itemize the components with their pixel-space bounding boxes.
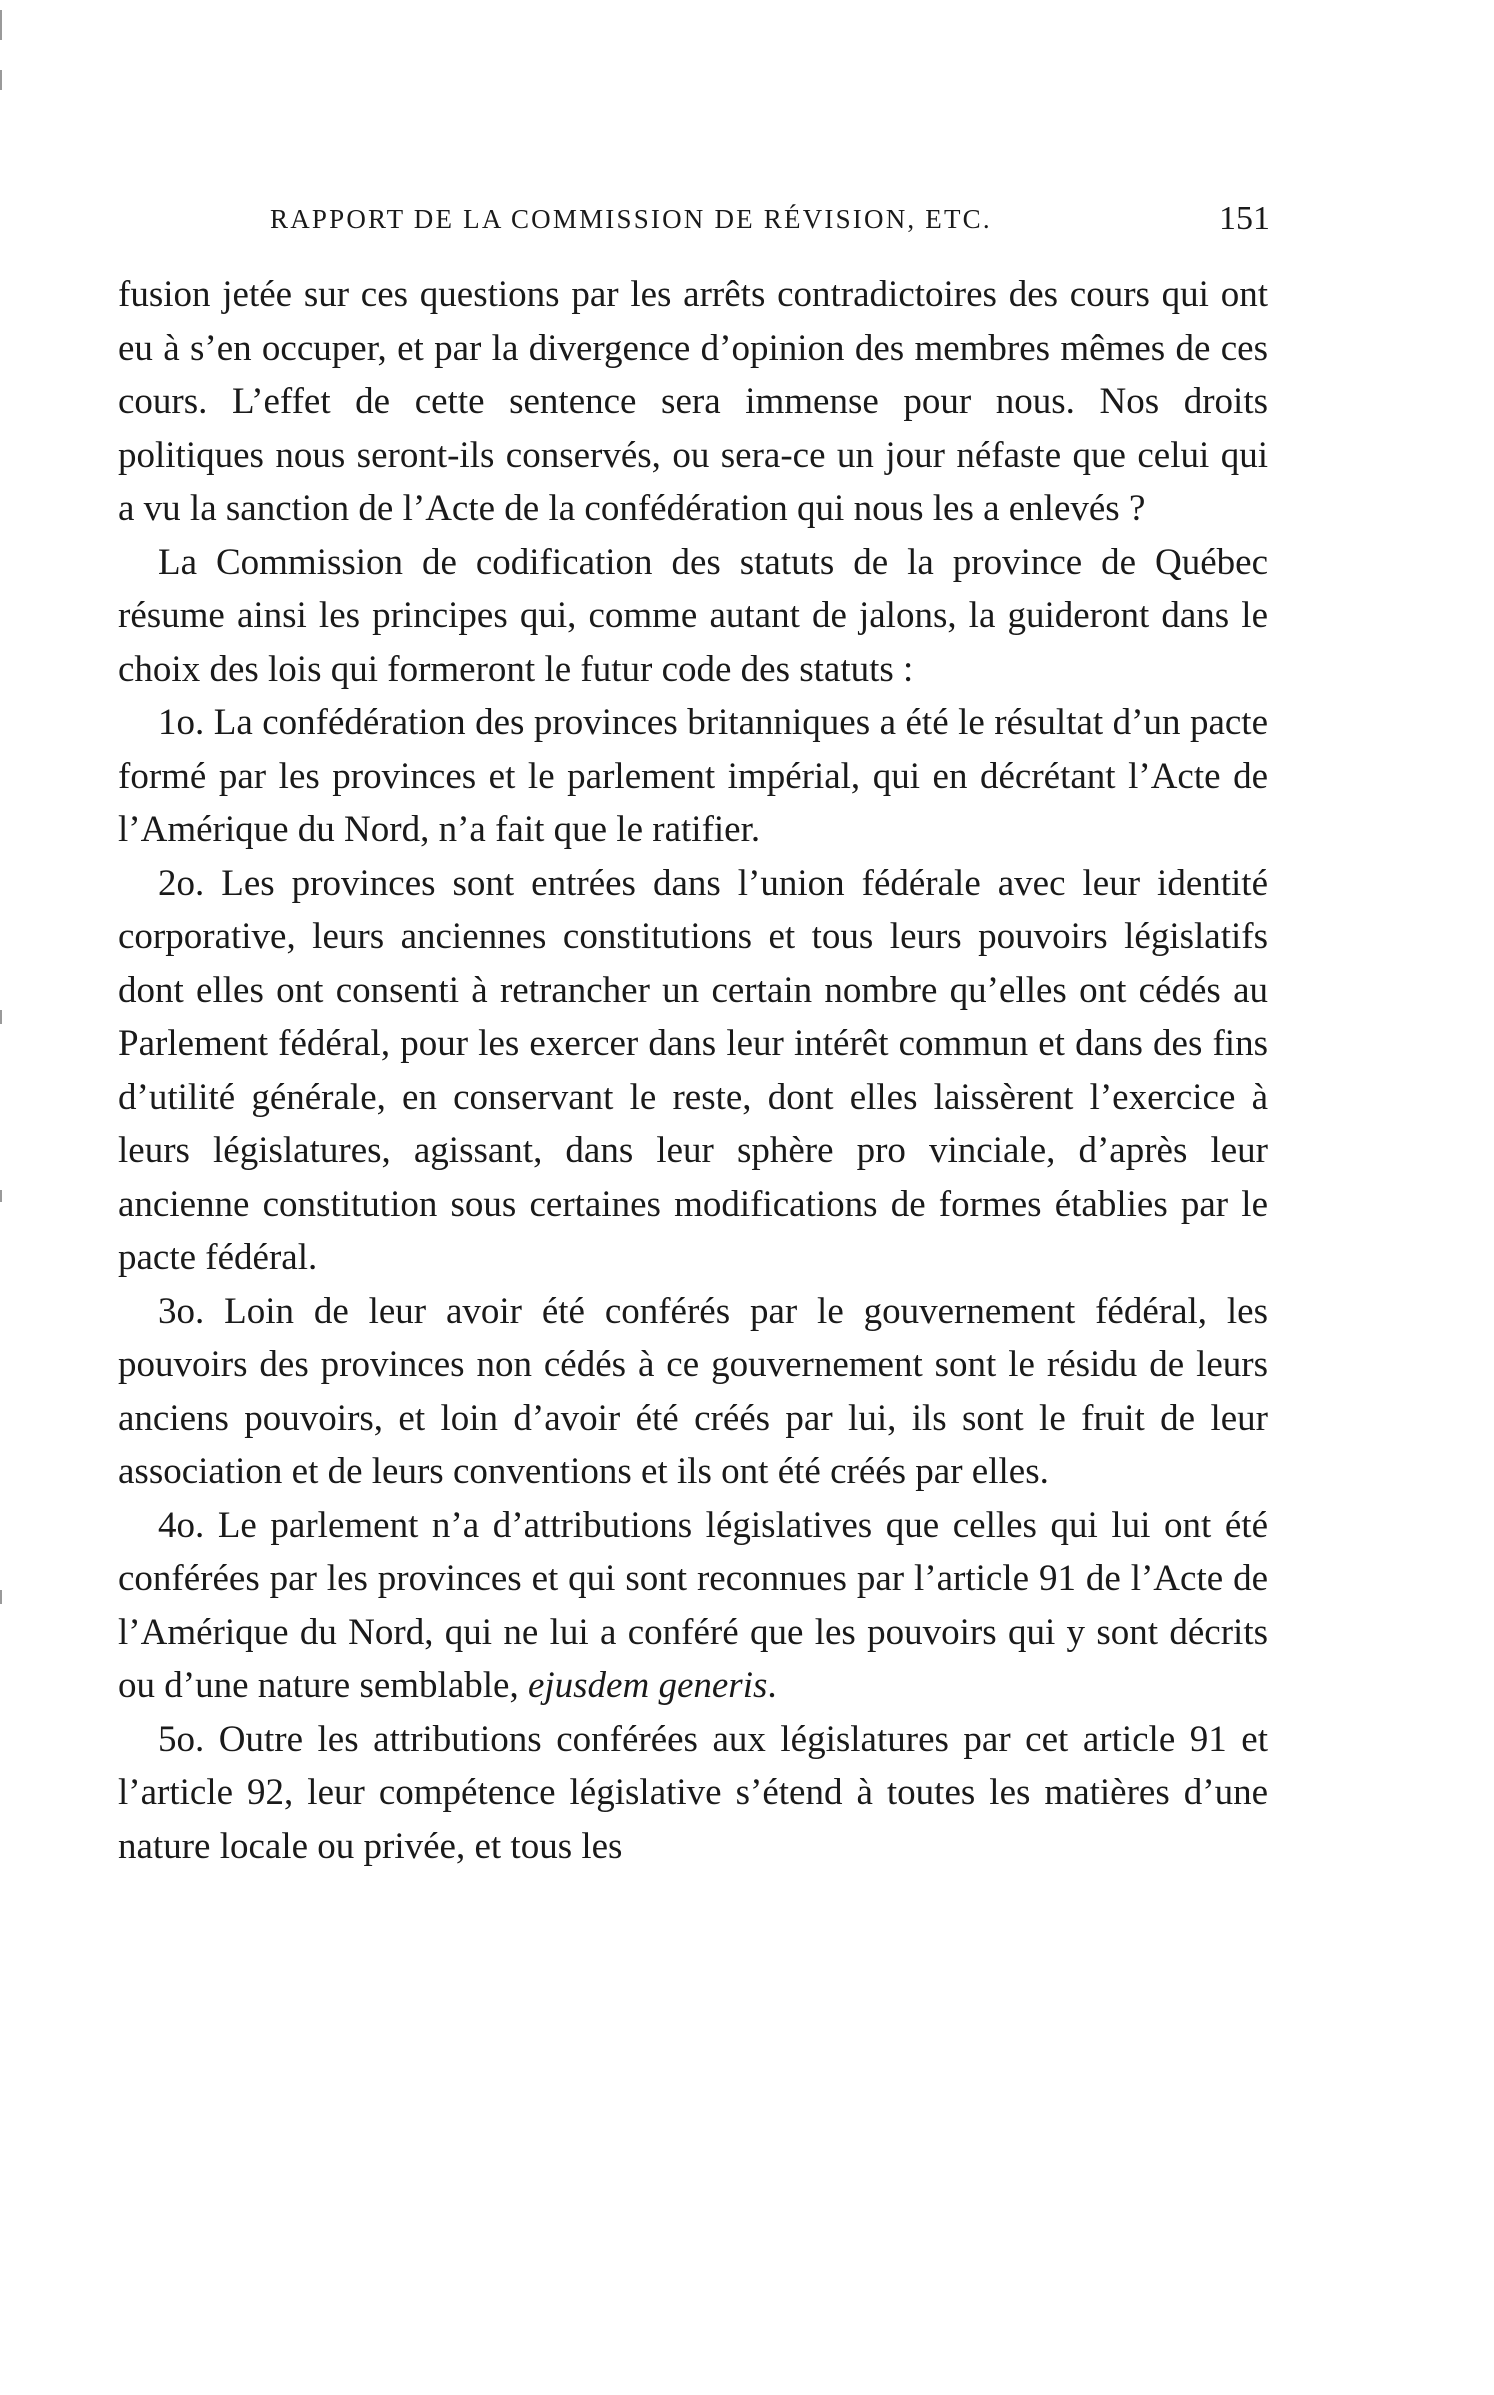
running-title: RAPPORT DE LA COMMISSION DE RÉVISION, ETC. (270, 204, 992, 234)
principle-4-end: . (767, 1665, 777, 1706)
page-edge (0, 0, 3, 2395)
principle-5: 5o. Outre les attributions conférées aux législatures par cet article 91 et l’article 92, leur compétence législative s’étend à toutes les matières d’une nature locale ou privée, et tous les (118, 1718, 1268, 1867)
paragraph-intro: La Commission de codification des statuts de la province de Québec résume ainsi les principes qui, comme autant de jalons, la guideront dans le choix des lois qui formeront le futur code des statuts : (118, 541, 1268, 690)
principle-1: 1o. La confédération des provinces britanniques a été le résultat d’un pacte formé par les provinces et le parlement impérial, qui en décrétant l’Acte de l’Amérique du Nord, n’a fait que le ratifier. (118, 702, 1268, 850)
latin-phrase: ejusdem generis (527, 1665, 768, 1706)
principle-2: 2o. Les provinces sont entrées dans l’union fédérale avec leur identité corporative, leurs anciennes constitutions et tous leurs pouvoirs législatifs dont elles ont consenti à retrancher un certain nombre qu’elles ont cédés au Parlement fédéral, pour les exercer dans leur intérêt commun et dans des fins d’utilité générale, en conservant le reste, dont elles laissèrent l’exercice à leurs législatures, agissant, dans leur sphère pro vinciale, d’après leur ancienne constitution sous certaines modifications de formes établies par le pacte fédéral. (118, 862, 1268, 1278)
principle-4 (118, 1499, 1268, 1713)
body-text (118, 268, 1268, 1873)
running-head (270, 200, 1280, 240)
page-number: 151 (1219, 200, 1270, 237)
principle-3: 3o. Loin de leur avoir été conférés par le gouvernement fédéral, les pouvoirs des provinces non cédés à ce gouvernement sont le résidu de leurs anciens pouvoirs, et loin d’avoir été créés par lui, ils sont le fruit de leur association et de leurs conventions et ils ont été créés par elles. (118, 1290, 1268, 1492)
principle-4-text: 4o. Le parlement n’a d’attributions législatives que celles qui lui ont été conférées par les provinces et qui sont reconnues par l’article 91 de l’Acte de l’Amérique du Nord, qui ne lui a conféré que les pouvoirs qui y sont décrits ou d’une nature semblable, (118, 1504, 1268, 1706)
paragraph-continued: fusion jetée sur ces questions par les arrêts contradictoires des cours qui ont eu à s’en occuper, et par la divergence d’opinion des membres mêmes de ces cours. L’effet de cette sentence sera immense pour nous. Nos droits politiques nous seront-ils conservés, ou sera-ce un jour néfaste que celui qui a vu la sanction de l’Acte de la confédération qui nous les a enlevés ? (118, 274, 1268, 529)
